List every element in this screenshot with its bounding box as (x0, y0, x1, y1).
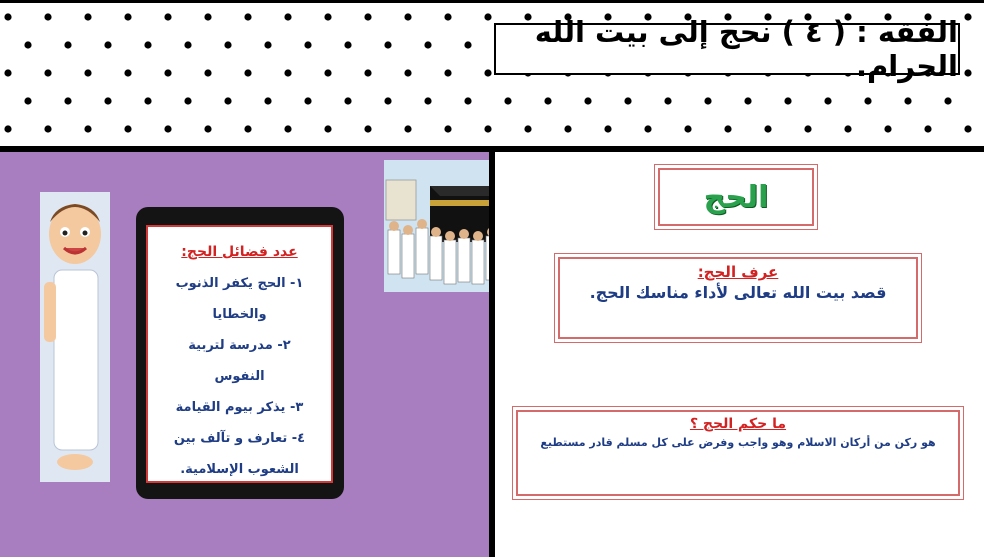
virtue-line: ١- الحج يكفر الذنوب (175, 276, 304, 291)
hajj-title: الحج (703, 179, 769, 215)
header-banner (0, 0, 984, 148)
ruling-text: هو ركن من أركان الاسلام وهو واجب وفرض على كل مسلم قادر مستطيع (540, 436, 936, 449)
boy-in-ihram-image (40, 192, 110, 482)
hajj-title-box (658, 168, 814, 226)
virtue-line: ٤- تعارف و تآلف بين (173, 431, 306, 446)
hajj-virtues-card (146, 225, 333, 483)
lesson-title: الفقه : ( ٤ ) نحج إلى بيت الله الحرام. (494, 23, 960, 75)
virtue-line: ٣- يذكر بيوم القيامة (175, 400, 304, 415)
virtue-line: الشعوب الإسلامية. (180, 462, 299, 477)
definition-text: قصد بيت الله تعالى لأداء مناسك الحج. (589, 283, 887, 302)
virtue-line: والخطايا (212, 307, 267, 322)
definition-box (558, 257, 918, 339)
ruling-box (516, 410, 960, 496)
definition-heading: عرف الحج: (697, 263, 779, 281)
ruling-heading: ما حكم الحج ؟ (689, 416, 787, 432)
virtues-heading: عدد فضائل الحج: (181, 244, 298, 260)
virtue-line: النفوس (214, 369, 265, 384)
virtue-line: ٢- مدرسة لتربية (188, 338, 291, 353)
